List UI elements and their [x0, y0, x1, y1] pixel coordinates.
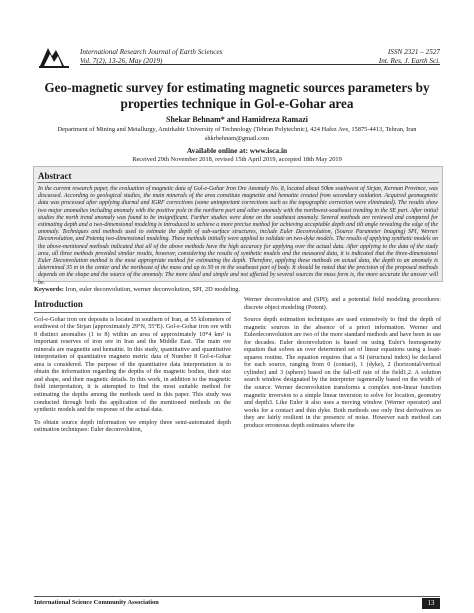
volume-issue: Vol. 7(2), 13-26, May (2019)	[80, 57, 163, 65]
issn: ISSN 2321 – 2527	[387, 48, 440, 56]
page-footer	[34, 596, 440, 609]
intro-paragraph-4: Source depth estimation techniques are used extensively to find the depth of magnetic sources in the absence of a priori information. Werner and Eulerdeconvolution are two of the more standard methods and have been in use for decades. Euler deconvolution is based on using Euler's homogeneity equation that solves an over determined set of linear equations using a least-squares routine. The equation requires that a SI (structural index) be declared for each source, ranging from 0 (contact), 1 (dyke), 2 (horizontal/vertical cylinder) and 3 (sphere) based on the fall-off rate of the field1,2. A solution search window designated by the interpreter isgenerally based on the width of the source. Werner deconvolution transforms a complex non-linear function magnetic inversion to a simple linear inversion to solve for location, geometry and depth3. Like Euler it also uses a moving window (Werner operator) and works for a contact and thin dyke. Both methods use only first derivatives so they are fairly resilient in the presence of noise. However each method can produce erroneous depth estimates where the	[244, 317, 441, 429]
intro-paragraph-2: To obtain source depth information we employ three semi-automated depth estimation techniques: Euler deconvolution,	[34, 419, 231, 434]
keywords-text: Iron, euler deconvolution, werner deconvolution, SPI, 2D modeling.	[65, 286, 241, 293]
article-authors: Shekar Behnam* and Hamidreza Ramazi	[166, 115, 308, 124]
introduction-title: Introduction	[34, 299, 83, 309]
intro-paragraph-3: Werner deconvolution and (SPI); and a potential field modeling procedures: discrete object modeling (Potent).	[244, 297, 441, 311]
abstract-divider	[37, 182, 439, 183]
journal-short-name: Int. Res. J. Earth Sci.	[378, 57, 440, 65]
left-column	[34, 297, 231, 440]
abstract-box	[33, 166, 443, 286]
article-title: Geo-magnetic survey for estimating magnetic sources parameters by properties technique in Gol-e-Gohar area	[44, 80, 430, 111]
abstract-text: In the current research paper, the evaluation of magnetic data of Gol-e-Gohar Iron Ore Anomaly No. 8, located about 50km southwest of Sirjan, Kerman Province, was discussed. According to geological studies, the main minerals of the area constitute magnetite and hematite created from secondary oxidation. Acquired geomagnetic data was processed after applying diurnal and IGRF corrections (some unimportant corrections such as the topographic correction were eliminated). The results show two major anomalies including anomaly with the positive pole in the northern part and other anomaly with the northwest-southeast trending in the SE part. After initial studies the north trend anomaly was found to be insignificant. Further studies were done on the southeast anomaly. Several methods are reviewed and compared for estimating depth and a two-dimensional modeling is introduced to achieve a more precise method for achieving acceptable depth and tilt angle revealing the edge of the anomaly. Techniques and methods used to estimate the depth of sub-surface structures, include Euler Deconvolution, (Source Parameter Imaging) SPI, Werner Deconvolution, and Potentq two-dimensional modeling. These methods initially were applied to validate on two-dyke models. The results of applying synthetic models on the above-mentioned methods indicated that all of the above methods have the high accuracy for applying over the actual data. After applying to the data of the study area, all three methods provided similar results, however, considering the results of synthetic models and the measured data, it is indicated that the three-dimensional Euler Deconvolution method is the most appropriate method for estimating the depth. Therefore, applying these methods on actual data, the depth to an anomaly is determined 35 m in the center and the northeast of the mass and up to 50 m in the southeast part of body. It should be noted that the precision of the proposed methods depends on the shape and the source of the anomaly. The more ideal and simple and not affected by several sources the mass form is, the more accurate the answer will be.	[38, 186, 438, 286]
journal-name: International Research Journal of Earth Sciences	[80, 48, 223, 56]
publisher-name: International Science Community Association	[34, 599, 159, 606]
journal-logo-icon	[38, 44, 72, 70]
page-number: 13	[422, 598, 440, 609]
available-online[interactable]: Available online at: www.isca.in	[186, 146, 288, 155]
keywords-label: Keywords:	[34, 286, 64, 293]
intro-paragraph-1: Gol-e-Gohar iron ore deposits is located in southern of Iran, at 55 kilometers of southwest of the Sirjan (approximately 29°N, 55°E). Gol-e-Gohar iron ore with 8 distinct anomalies (1 to 8) within an area of approximately 10*4 km² is important reserves of iron ore in Iran and the Middle East. The main ore minerals are magnetite and hematite. In this study, quantitative and quantitative interpretation of quantitative magneto metric data of Number 8 Gol-e-Gohar area is considered. The purpose of the quantitative data interpretation is to obtain the information regarding the depths of the magnetic bodies, their size and shape, and their magnetic details. In this work, in addition to the magnetic field interpretation, it is attempted to find the most suitable method for estimating the depths among the methods used in this paper. This study was conducted through both the application of the mentioned methods on the synthetic models and the response of the actual data.	[34, 316, 231, 414]
keywords	[34, 286, 440, 293]
affiliation: Department of Mining and Metallurgy, Amirkabir University of Technology (Tehran Polytechnic), 424 Hafez Ave, 15875-4413, Tehran, Iran	[57, 126, 417, 133]
author-email[interactable]: shkrbehnam@gmail.com	[204, 134, 270, 142]
received-dates: Received 29th November 2018, revised 15th April 2019, accepted 18th May 2019	[132, 156, 342, 163]
header-divider	[80, 64, 440, 65]
abstract-title: Abstract	[38, 171, 72, 181]
right-column	[244, 297, 441, 435]
affiliation-block	[30, 126, 444, 143]
introduction-divider	[34, 312, 231, 313]
journal-header	[38, 44, 440, 72]
